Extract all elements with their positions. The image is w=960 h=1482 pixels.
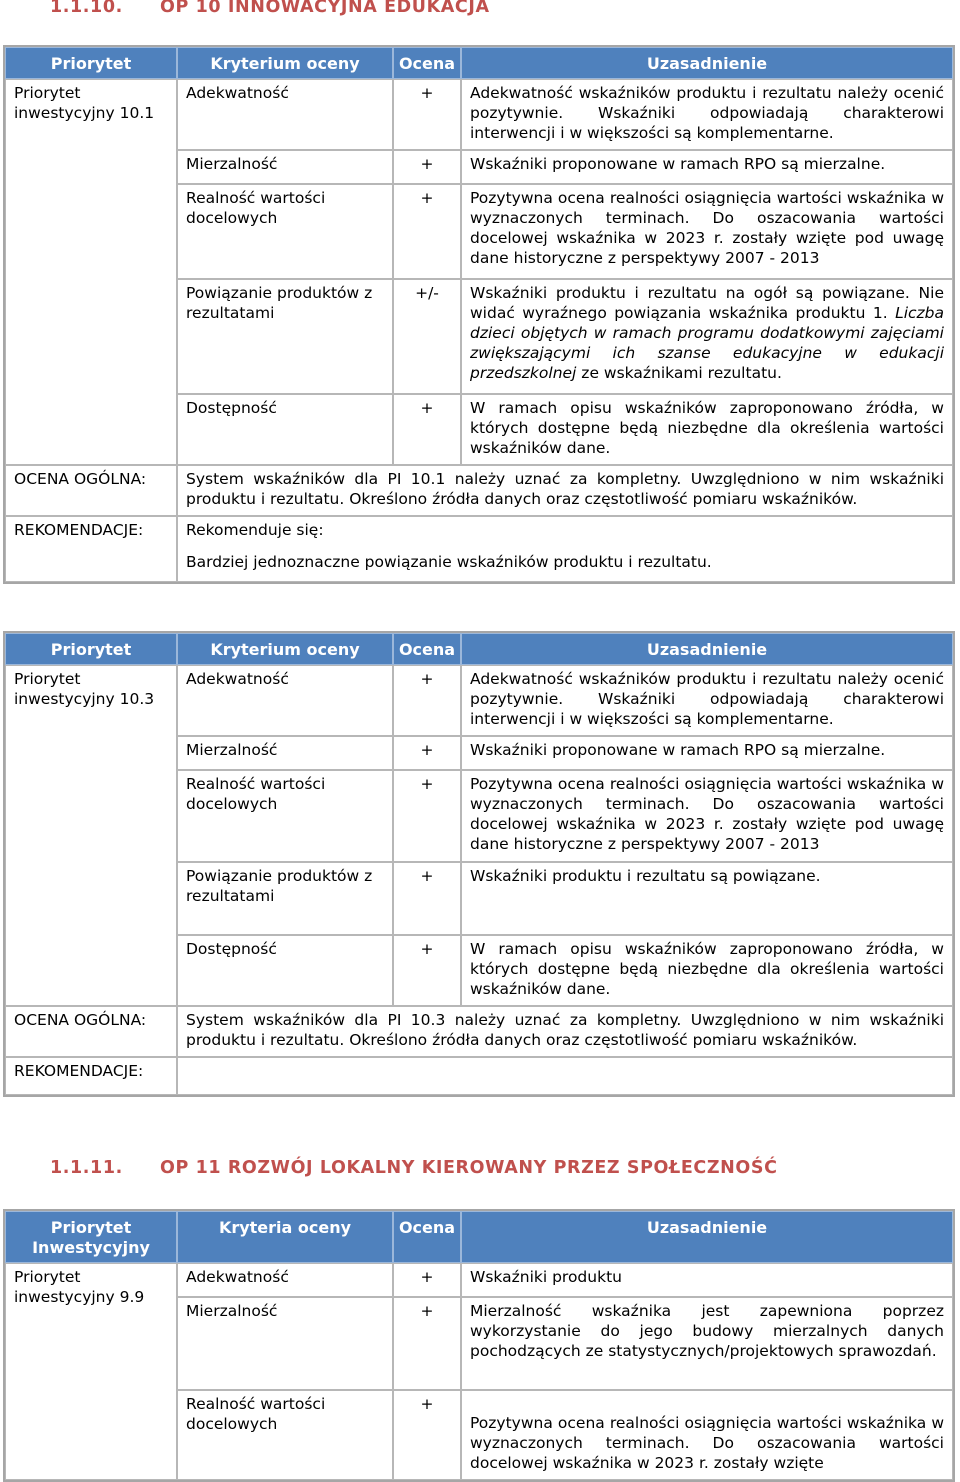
- recommendations-cell: [177, 1057, 953, 1095]
- criterion-cell: Realność wartości docelowych: [177, 1390, 393, 1480]
- criterion-cell: Mierzalność: [177, 1297, 393, 1390]
- header-justification: Uzasadnienie: [461, 47, 953, 79]
- score-cell: +: [393, 736, 461, 770]
- score-cell: +: [393, 770, 461, 862]
- priority-cell: Priorytet inwestycyjny 10.1: [5, 79, 177, 465]
- evaluation-table-pi-10-1: [3, 45, 955, 584]
- criterion-cell: Adekwatność: [177, 1263, 393, 1297]
- recommendations-intro: Rekomenduje się:: [186, 521, 324, 539]
- section-heading-1-1-10: [50, 0, 490, 17]
- header-criterion: Kryterium oceny: [177, 47, 393, 79]
- score-cell: +: [393, 79, 461, 150]
- justification-cell: Pozytywna ocena realności osiągnięcia wartości wskaźnika w wyznaczonych terminach. Do oszacowania wartości docelowej wskaźnika w 2023 r. zostały wzięte pod uwagę dane historyczne z perspektywy 2007 - 2013: [461, 770, 953, 862]
- justification-cell: Wskaźniki proponowane w ramach RPO są mierzalne.: [461, 736, 953, 770]
- evaluation-table-pi-9-9: [3, 1209, 955, 1482]
- justification-text-end: ze wskaźnikami rezultatu.: [576, 364, 782, 382]
- header-priority: Priorytet: [5, 633, 177, 665]
- table-row: [5, 1263, 953, 1297]
- justification-cell: Wskaźniki produktu i rezultatu są powiązane.: [461, 862, 953, 935]
- score-cell: +: [393, 665, 461, 736]
- score-cell: +: [393, 150, 461, 184]
- justification-cell: Wskaźniki produktu: [461, 1263, 953, 1297]
- justification-cell: Mierzalność wskaźnika jest zapewniona poprzez wykorzystanie do jego budowy mierzalnych danych pochodzących ze statystycznych/projektowych sprawozdań.: [461, 1297, 953, 1390]
- header-criterion: Kryterium oceny: [177, 633, 393, 665]
- justification-cell: Adekwatność wskaźników produktu i rezultatu należy ocenić pozytywnie. Wskaźniki odpowiadają charakterowi interwencji i w większości są komplementarne.: [461, 665, 953, 736]
- justification-text: Wskaźniki produktu i rezultatu na ogół są powiązane. Nie widać wyraźnego powiązania wskaźnika produktu 1.: [470, 284, 944, 322]
- recommendations-row: [5, 1057, 953, 1095]
- priority-cell: Priorytet inwestycyjny 10.3: [5, 665, 177, 1006]
- criterion-cell: Adekwatność: [177, 665, 393, 736]
- section-heading-1-1-11: [50, 1158, 778, 1178]
- header-priority: [5, 1211, 177, 1263]
- criterion-cell: Powiązanie produktów z rezultatami: [177, 279, 393, 394]
- score-cell: +: [393, 394, 461, 465]
- justification-cell: Pozytywna ocena realności osiągnięcia wartości wskaźnika w wyznaczonych terminach. Do oszacowania wartości docelowej wskaźnika w 2023 r. zostały wzięte pod uwagę dane historyczne z perspektywy 2007 - 2013: [461, 184, 953, 279]
- section-title: OP 11 ROZWÓJ LOKALNY KIEROWANY PRZEZ SPOŁECZNOŚĆ: [160, 1158, 778, 1178]
- criterion-cell: Dostępność: [177, 394, 393, 465]
- justification-cell: W ramach opisu wskaźników zaproponowano źródła, w których dostępne będą niezbędne dla określenia wartości wskaźników dane.: [461, 394, 953, 465]
- header-score: Ocena: [393, 633, 461, 665]
- table-header-row: [5, 1211, 953, 1263]
- header-criterion: Kryteria oceny: [177, 1211, 393, 1263]
- priority-cell: Priorytet inwestycyjny 9.9: [5, 1263, 177, 1480]
- justification-cell: Wskaźniki proponowane w ramach RPO są mierzalne.: [461, 150, 953, 184]
- criterion-cell: Mierzalność: [177, 150, 393, 184]
- score-cell: +: [393, 184, 461, 279]
- score-cell: +/-: [393, 279, 461, 394]
- recommendations-row: [5, 516, 953, 582]
- header-justification: Uzasadnienie: [461, 1211, 953, 1263]
- section-title: OP 10 INNOWACYJNA EDUKACJA: [160, 0, 490, 17]
- overall-label: OCENA OGÓLNA:: [5, 465, 177, 516]
- table-row: [5, 665, 953, 736]
- overall-row: [5, 465, 953, 516]
- justification-cell: [461, 279, 953, 394]
- header-priority-text: Priorytet Inwestycyjny: [32, 1218, 150, 1257]
- justification-cell: W ramach opisu wskaźników zaproponowano źródła, w których dostępne będą niezbędne dla określenia wartości wskaźników dane.: [461, 935, 953, 1006]
- header-score: Ocena: [393, 47, 461, 79]
- overall-text: System wskaźników dla PI 10.3 należy uznać za kompletny. Uwzględniono w nim wskaźniki produktu i rezultatu. Określono źródła danych oraz częstotliwość pomiaru wskaźników.: [177, 1006, 953, 1057]
- criterion-cell: Dostępność: [177, 935, 393, 1006]
- recommendations-text: Bardziej jednoznaczne powiązanie wskaźników produktu i rezultatu.: [186, 553, 712, 571]
- header-score: Ocena: [393, 1211, 461, 1263]
- justification-cell: Pozytywna ocena realności osiągnięcia wartości wskaźnika w wyznaczonych terminach. Do oszacowania wartości docelowej wskaźnika w 2023 r. zostały wzięte: [461, 1390, 953, 1480]
- table-header-row: [5, 47, 953, 79]
- score-cell: +: [393, 1263, 461, 1297]
- overall-label: OCENA OGÓLNA:: [5, 1006, 177, 1057]
- criterion-cell: Adekwatność: [177, 79, 393, 150]
- criterion-cell: Powiązanie produktów z rezultatami: [177, 862, 393, 935]
- recommendations-cell: [177, 516, 953, 582]
- criterion-cell: Realność wartości docelowych: [177, 184, 393, 279]
- score-cell: +: [393, 1297, 461, 1390]
- section-number: 1.1.11.: [50, 1158, 123, 1178]
- justification-cell: Adekwatność wskaźników produktu i rezultatu należy ocenić pozytywnie. Wskaźniki odpowiadają charakterowi interwencji i w większości są komplementarne.: [461, 79, 953, 150]
- recommendations-label: REKOMENDACJE:: [5, 1057, 177, 1095]
- evaluation-table-pi-10-3: [3, 631, 955, 1097]
- table-header-row: [5, 633, 953, 665]
- overall-text: System wskaźników dla PI 10.1 należy uznać za kompletny. Uwzględniono w nim wskaźniki produktu i rezultatu. Określono źródła danych oraz częstotliwość pomiaru wskaźników.: [177, 465, 953, 516]
- table-row: [5, 79, 953, 150]
- overall-row: [5, 1006, 953, 1057]
- score-cell: +: [393, 862, 461, 935]
- header-priority: Priorytet: [5, 47, 177, 79]
- criterion-cell: Mierzalność: [177, 736, 393, 770]
- recommendations-label: REKOMENDACJE:: [5, 516, 177, 582]
- score-cell: +: [393, 935, 461, 1006]
- section-number: 1.1.10.: [50, 0, 123, 17]
- header-justification: Uzasadnienie: [461, 633, 953, 665]
- criterion-cell: Realność wartości docelowych: [177, 770, 393, 862]
- score-cell: +: [393, 1390, 461, 1480]
- indicator-name-italic: Liczba dzieci objętych w ramach programu dodatkowymi zajęciami zwiększającymi ich szanse edukacyjne w edukacji przedszkolnej: [470, 304, 944, 382]
